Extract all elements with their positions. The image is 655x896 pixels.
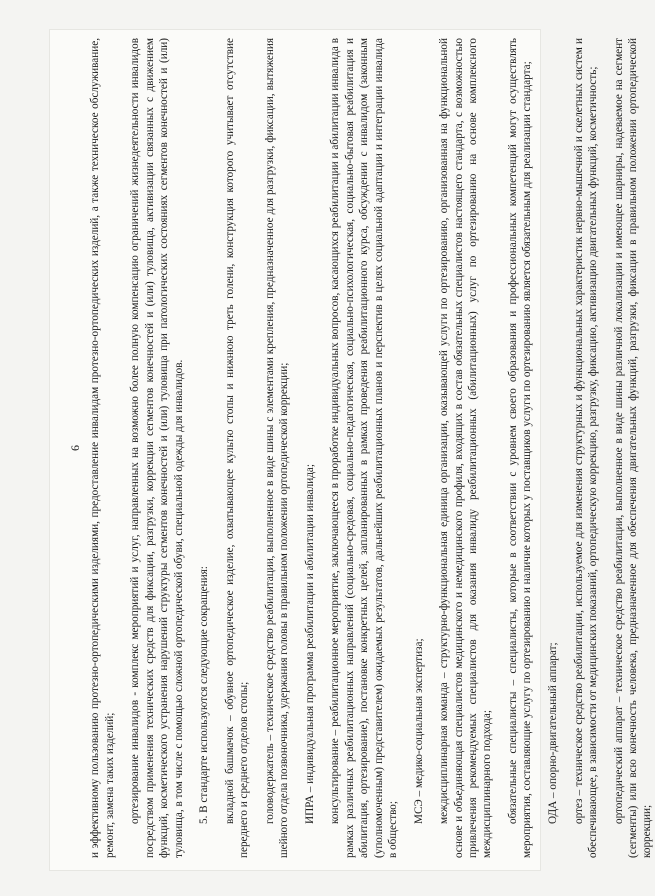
paragraph-oda: ОДА – опорно-двигательный аппарат; xyxy=(547,642,560,824)
paragraph-ipra: ИПРА – индивидуальная программа реабилитации и абилитации инвалида; xyxy=(303,463,316,824)
paragraph-mezhdisciplinarnaya-komanda: междисциплинарная команда – структурно-функциональная единица организации, оказывающей услуги по ортезированию, организованная на функциональной основе и объединяющая специалистов медицинского и немедицинского профиля, входящих в состав обязательных специалистов настоящего стандарта, с возможностью привлечения рекомендуемых специалистов для оказания инвалиду реабилитационных (абилитационных) услуг по ортезированию на основе комплексного междисциплинарного подхода; xyxy=(438,38,494,858)
paragraph-continuation: и эффективному пользованию протезно-ортопедическими изделиями, предоставление инвалидам протезно-ортопедических изделий, а также техническое обслуживание, ремонт, замена таких изделий; xyxy=(89,38,116,858)
rotated-page-content xyxy=(68,38,654,858)
paragraph-ortopedicheskiy-apparat: ортопедический аппарат – техническое средство реабилитации, выполненное в виде шины различной локализации и имеющее шарниры, надеваемое на сегмент (сегменты) или всю конечность человека, предназначенное для обеспечения двигательных функций, разгрузки, фиксации в правильном положении ортопедической коррекции; xyxy=(612,38,654,858)
paragraph-golovoderzhatel: головодержатель – техническое средство реабилитации, выполненное в виде шины с элементами крепления, предназначенное для разгрузки, фиксации, вытяжения шейного отдела позвоночника, удержания головы в правильном положении ортопедической коррекции; xyxy=(263,38,291,858)
paragraph-ortez: ортез – техническое средство реабилитации, используемое для изменения структурных и функциональных характеристик нервно-мышечной и скелетных систем и обеспечивающее, в зависимости от медицинских показаний, ортопедическую коррекцию, разгрузку, фиксацию, активизацию двигательных функций, косметичность; xyxy=(572,38,600,858)
paragraph-ortezirovanie: ортезирование инвалидов - комплекс мероприятий и услуг, направленных на возможно более полную компенсацию ограничений жизнедеятельности инвалидов посредством применения технических средств для фиксации, разгрузки, коррекции сегментов конечностей и (или) туловища, активизации связанных с движением функций, косметического устранения нарушений структуры сегментов конечностей и (или) туловища при патологических состояниях сегментов конечностей и (или) туловища, в том числе с помощью сложной ортопедической обуви, специальной одежды для инвалидов. xyxy=(129,38,185,858)
page-number: 6 xyxy=(68,445,82,451)
document-page xyxy=(50,30,654,870)
paragraph-vkladnoy-bashmachok: вкладной башмачок – обувное ортопедическое изделие, охватывающее культю стопы и нижнюю треть голени, конструкция которого учитывает отсутствие переднего и среднего отделов стопы; xyxy=(223,38,251,858)
paragraph-abbreviations-intro: 5. В стандарте используются следующие сокращения: xyxy=(198,566,211,824)
document-body xyxy=(88,38,654,858)
paragraph-obyazatelnye-specialisty: обязательные специалисты – специалисты, которые в соответствии с уровнем своего образования и профессиональных компетенций могут осуществлять мероприятия, составляющие услугу по ортезированию и наличие которых у поставщиков услуги по ортезированию является обязательным для реализации стандарта; xyxy=(507,38,534,858)
paragraph-mse: МСЭ – медико-социальная экспертиза; xyxy=(412,638,425,824)
paragraph-konsultirovanie: консультирование – реабилитационное мероприятие, заключающееся в проработке индивидуальных вопросов, касающихся реабилитации и абилитации инвалида в рамках различных реабилитационных направлений (социально-средовая, социально-педагогическая, социально-психологическая, социально-бытовая реабилитация и абилитация, ортезирование), постановке конкретных целей, запланированных в рамках проведения реабилитационного курса, обсуждении с инвалидом (законным (уполномоченным) представителем) ожидаемых результатов, дальнейших реабилитационных планов и перспектив в целях социальной адаптации и интеграции инвалида в общество; xyxy=(329,38,400,858)
